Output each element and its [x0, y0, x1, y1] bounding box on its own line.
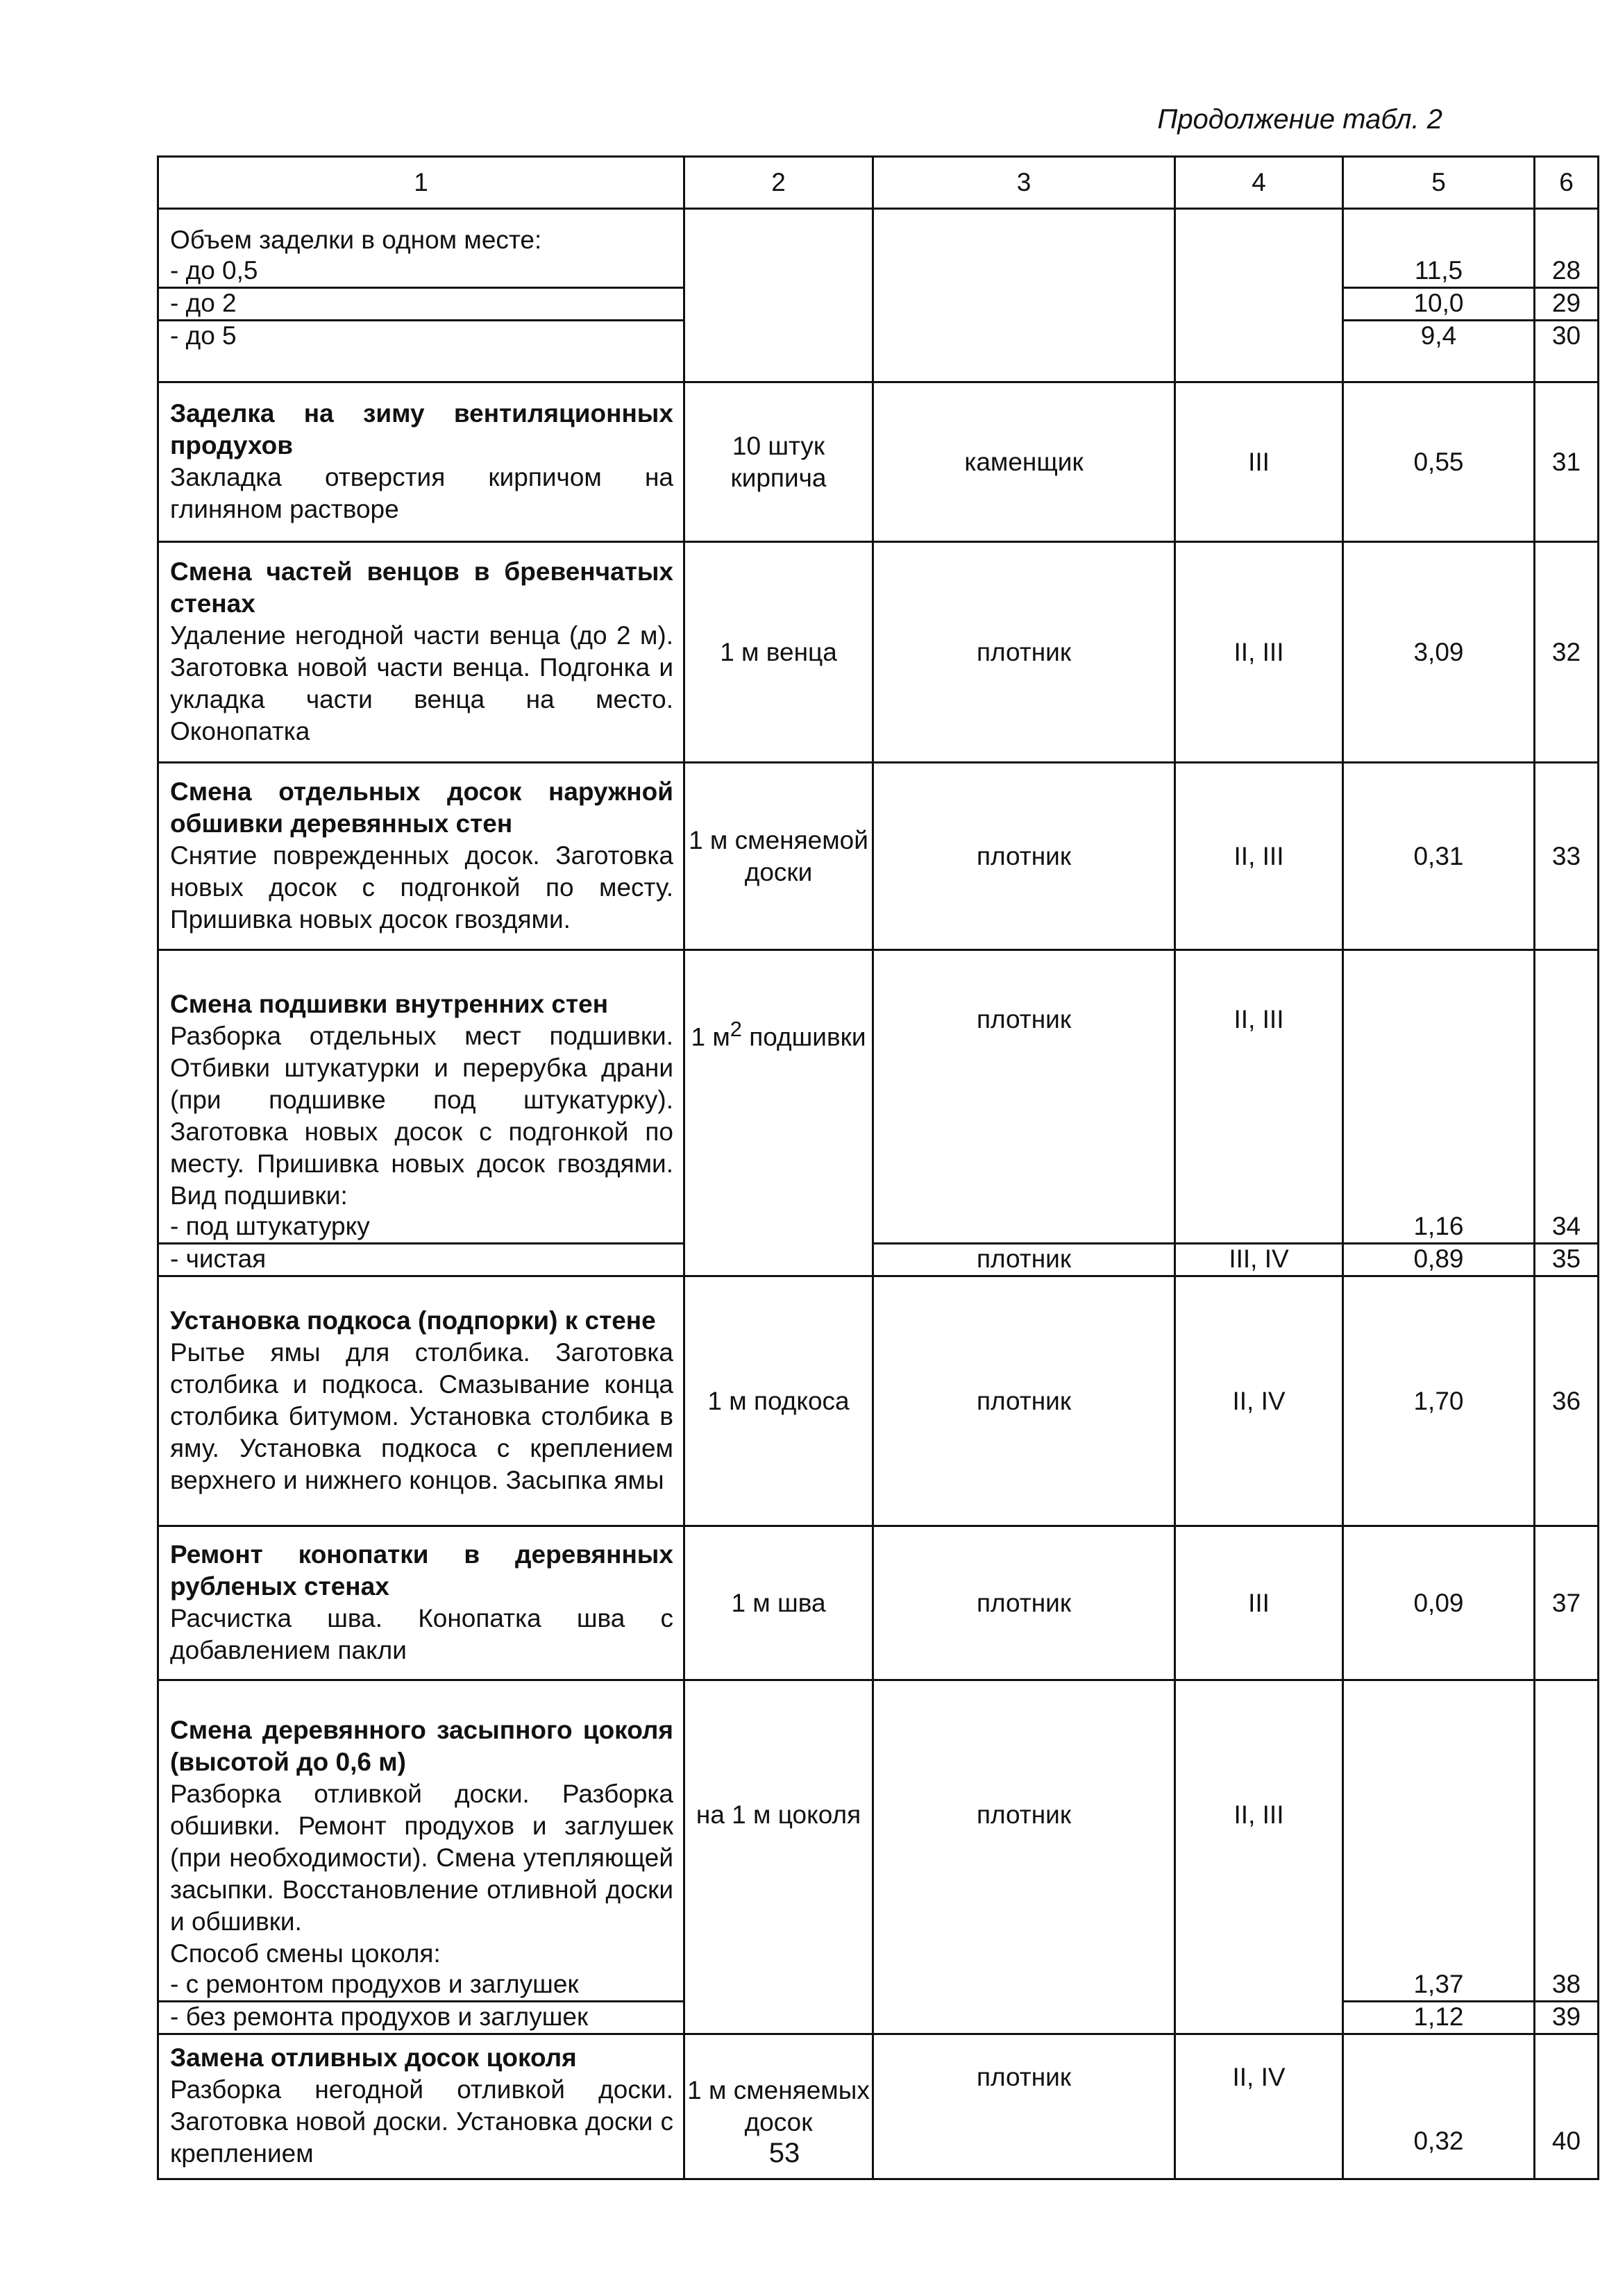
table-row — [158, 763, 1599, 950]
sub-worker: плотник — [874, 1242, 1174, 1275]
page-number: 53 — [768, 2138, 800, 2168]
num-cell: 37 — [1535, 1526, 1599, 1680]
norm-value: 1,16 — [1413, 1212, 1464, 1240]
row-title: Установка подкоса (подпорки) к стене — [170, 1306, 656, 1335]
row-title: Смена подшивки внутренних стен — [170, 990, 609, 1018]
row-number: 35 — [1535, 1242, 1597, 1275]
unit-cell: на 1 м цоколя — [684, 1680, 873, 2034]
num-cell — [1535, 1680, 1599, 2034]
value-cell — [1343, 209, 1535, 382]
sub-item: - до 5 — [159, 319, 683, 352]
header-row — [158, 157, 1599, 209]
desc-cell — [158, 1680, 684, 2034]
value-cell: 0,31 — [1343, 763, 1535, 950]
header-cell: 2 — [684, 157, 873, 209]
value-cell — [1343, 1680, 1535, 2034]
norm-value: 9,4 — [1344, 319, 1533, 352]
row-number: 29 — [1535, 287, 1597, 319]
desc-cell — [158, 1526, 684, 1680]
desc-cell — [158, 950, 684, 1276]
grade-main: II, III — [1233, 1005, 1284, 1033]
grade-cell: II, III — [1175, 1680, 1343, 2034]
unit-sup: 2 — [730, 1017, 742, 1041]
unit-main: 1 м — [691, 1022, 730, 1052]
table-row — [158, 1276, 1599, 1526]
worker-main: плотник — [976, 1005, 1072, 1033]
unit-cell: 1 м шва — [684, 1526, 873, 1680]
value-cell: 0,32 — [1343, 2034, 1535, 2179]
grade-cell: III — [1175, 1526, 1343, 1680]
grade-cell — [1175, 950, 1343, 1276]
grade-cell: III — [1175, 382, 1343, 542]
header-cell: 3 — [873, 157, 1175, 209]
value-cell: 1,70 — [1343, 1276, 1535, 1526]
sub-grade: III, IV — [1176, 1242, 1342, 1275]
value-cell — [1343, 950, 1535, 1276]
row-text: Разборка отливкой доски. Разборка обшивки. Ремонт продухов и заглушек (при необходимости). Смена утепляющей засыпки. Восстановление отливной доски и обшивки. — [170, 1780, 673, 1936]
sub-item: - без ремонта продухов и заглушек — [159, 2000, 683, 2033]
num-cell: 31 — [1535, 382, 1599, 542]
grade-cell: II, III — [1175, 763, 1343, 950]
row-title: Ремонт конопатки в деревянных рубленых стенах — [170, 1539, 673, 1601]
num-cell: 32 — [1535, 542, 1599, 763]
sub-item: - до 2 — [159, 287, 683, 319]
desc-cell — [158, 1276, 684, 1526]
unit-cell — [684, 950, 873, 1276]
grade-cell: II, IV — [1175, 1276, 1343, 1526]
row-number: 28 — [1551, 256, 1581, 285]
table-row — [158, 1680, 1599, 2034]
table-row — [158, 382, 1599, 542]
row-text-2: Способ смены цоколя: — [170, 1939, 441, 1968]
desc-cell — [158, 542, 684, 763]
num-cell: 33 — [1535, 763, 1599, 950]
num-cell — [1535, 209, 1599, 382]
header-cell: 1 — [158, 157, 684, 209]
row-number: 38 — [1551, 1970, 1581, 1998]
table-caption: Продолжение табл. 2 — [1157, 104, 1442, 135]
sub-spacer — [874, 1212, 1174, 1242]
desc-cell — [158, 382, 684, 542]
row-title: Смена отдельных досок наружной обшивки деревянных стен — [170, 777, 673, 838]
row-text: Рытье ямы для столбика. Заготовка столбика и подкоса. Смазывание конца столбика битумом. Установка столбика в яму. Установка подкоса с креплением верхнего и нижнего концов. Засыпка ямы — [170, 1337, 673, 1494]
norm-value: 1,37 — [1413, 1970, 1464, 1998]
grade-cell: II, IV — [1175, 2034, 1343, 2179]
row-title: Заделка на зиму вентиляционных продухов — [170, 398, 673, 459]
grade-cell: II, III — [1175, 542, 1343, 763]
worker-cell: плотник — [873, 542, 1175, 763]
norm-value: 1,12 — [1344, 2000, 1533, 2033]
row-text: Расчистка шва. Конопатка шва с добавлением пакли — [170, 1603, 673, 1664]
norm-value: 10,0 — [1344, 287, 1533, 319]
row-text: Разборка отдельных мест подшивки. Отбивки штукатурки и перерубка драни (при подшивке под штукатурку). Заготовка новых досок с подгонкой по месту. Пришивка новых досок гвоздями. Вид подшивки: — [170, 1022, 673, 1210]
value-cell: 0,09 — [1343, 1526, 1535, 1680]
unit-rest: подшивки — [741, 1022, 866, 1052]
value-cell: 0,55 — [1343, 382, 1535, 542]
table-row — [158, 542, 1599, 763]
worker-cell: каменщик — [873, 382, 1175, 542]
grade-cell — [1175, 209, 1343, 382]
row-text: Удаление негодной части венца (до 2 м). Заготовка новой части венца. Подгонка и укладка части венца на место. Оконопатка — [170, 621, 673, 745]
worker-cell: плотник — [873, 763, 1175, 950]
value-cell: 3,09 — [1343, 542, 1535, 763]
row-text: Закладка отверстия кирпичом на глиняном растворе — [170, 462, 673, 523]
worker-cell: плотник — [873, 2034, 1175, 2179]
unit-cell: 1 м подкоса — [684, 1276, 873, 1526]
worker-cell: плотник — [873, 1276, 1175, 1526]
desc-cell — [158, 2034, 684, 2179]
unit-cell: 10 штук кирпича — [684, 382, 873, 542]
table-row — [158, 1526, 1599, 1680]
row-text: Разборка негодной отливкой доски. Заготовка новой доски. Установка доски с креплением — [170, 2075, 673, 2168]
header-cell: 5 — [1343, 157, 1535, 209]
desc-cell — [158, 763, 684, 950]
row-text: Снятие поврежденных досок. Заготовка новых досок с подгонкой по месту. Пришивка новых досок гвоздями. — [170, 841, 673, 934]
table-row — [158, 2034, 1599, 2179]
table-row — [158, 209, 1599, 382]
sub-item: - до 0,5 — [170, 256, 258, 285]
sub-item: - чистая — [159, 1242, 683, 1275]
header-cell: 6 — [1535, 157, 1599, 209]
worker-cell — [873, 950, 1175, 1276]
row-title: Объем заделки в одном месте: — [170, 226, 542, 254]
table-row — [158, 950, 1599, 1276]
row-number: 39 — [1535, 2000, 1597, 2033]
worker-cell: плотник — [873, 1526, 1175, 1680]
sub-item: - с ремонтом продухов и заглушек — [170, 1970, 579, 1998]
sub-item: - под штукатурку — [170, 1212, 370, 1240]
norm-value: 0,89 — [1344, 1242, 1533, 1275]
num-cell — [1535, 950, 1599, 1276]
sub-spacer — [1176, 1212, 1342, 1242]
num-cell: 36 — [1535, 1276, 1599, 1526]
header-cell: 4 — [1175, 157, 1343, 209]
unit-cell: 1 м сменяемой доски — [684, 763, 873, 950]
unit-cell: 1 м сменяемых досок — [684, 2034, 873, 2179]
row-number: 30 — [1535, 319, 1597, 352]
norm-value: 11,5 — [1414, 256, 1463, 285]
norms-table — [157, 155, 1599, 2180]
unit-cell — [684, 209, 873, 382]
num-cell: 40 — [1535, 2034, 1599, 2179]
row-title: Смена частей венцов в бревенчатых стенах — [170, 557, 673, 618]
unit-cell: 1 м венца — [684, 542, 873, 763]
desc-cell — [158, 209, 684, 382]
worker-cell — [873, 209, 1175, 382]
worker-cell: плотник — [873, 1680, 1175, 2034]
row-number: 34 — [1551, 1212, 1581, 1240]
row-title: Смена деревянного засыпного цоколя (высотой до 0,6 м) — [170, 1716, 673, 1776]
row-title: Замена отливных досок цоколя — [170, 2043, 577, 2072]
